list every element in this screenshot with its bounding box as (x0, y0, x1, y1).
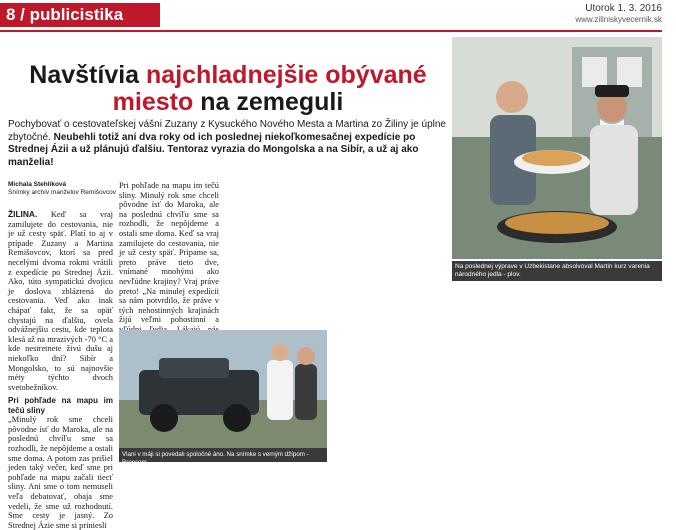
main-photo (452, 37, 662, 259)
article-column-2 (119, 181, 219, 327)
car-photo (119, 330, 327, 448)
main-photo-caption: Na poslednej výprave v Uzbekistane absolvoval Martin kurz varenia národného jedla - plov. (452, 261, 662, 281)
section-label: 8 / publicistika (0, 3, 160, 27)
article-column-1 (8, 209, 113, 530)
column-1-paragraph-2: „Minulý rok sme chceli pôvodne ísť do Maroka, ale na poslednú chvíľu sme sa rozhodli, že nepôjdeme a ostali sme doma. A potom zas prišiel jeden taký večer, keď sme pri pohľade na mapu začali tiecť sliny. Ani sme o tom nemuseli veľa debatovať, obaja sme vedeli, že sme už rozhodnutí. Sme cesty je jasný. Zo Strednej Ázie sme si priniesli (8, 415, 113, 530)
issue-date: Utorok 1. 3. 2016 (585, 3, 662, 14)
car-photo-caption: Vlani v máji si povedali spoločné áno. Na snímke s verným džípom - Broncom. (119, 448, 327, 462)
lead-paragraph (8, 119, 448, 169)
headline-part-3: na zemeguli (193, 88, 344, 116)
headline-part-1: Navštívia (29, 61, 147, 89)
header-rule (0, 30, 662, 32)
headline-part-2: najchladnejšie obývané miesto (112, 61, 427, 116)
site-url[interactable]: www.ziliniskyvecernik.sk (575, 15, 662, 24)
column-1-paragraph-1: ŽILINA. Keď sa vraj zamilujete do cestovania, nie je už cesty späť. Platí to aj v prípade Zuzany a Martina Remišovcov, ktorí sa pred necelými dvoma rokmi vrátili z expedície po Strednej Ázii. Ako, túto sympatickú dvojicu je doslova zblázrená do cestovania. Veď ako inak chápať fakt, že sa opäť chystajú na ďalšiu, ovela odvážnejšiu cestu, kde teplota klesá až na mrazivých -70 °C a kde nestretnete živú dušu aj niekoľko dní? Sibír a Mongolsko, to sú najnovšie méty týchto dvoch svetobežníkov. (8, 209, 113, 392)
subheading-map: Pri pohľade na mapu im tečú sliny (8, 396, 113, 415)
byline (8, 181, 118, 197)
photo-illustration (452, 37, 662, 259)
lead-normal: Pochybovať o cestovateľskej vášni Zuzany z Kysuckého Nového Mesta a Martina zo Žiliny je úplne zbytočné. (8, 119, 446, 143)
author-name: Michala Stehlíková (8, 181, 67, 188)
dateline: ŽILINA. (8, 209, 38, 219)
column-2-paragraph-1: Pri pohľade na mapu im tečú sliny. Minulý rok sme chceli pôvodne ísť do Maroka, ale na poslednú chvíľu sme sa rozhodli, že nepôjdeme a ostali sme doma. Keď sa vraj zamilujete do cestovania, nie je už cesty späť. Pripame sa, preto práve tieto dve, vnímané mnohými ako nevľúdne krajiny? Vraj práve preto! „Na minulej expedícii sa nám potvrdilo, že práve v tých nehostinných krajinách žijú veľmi pohostinní a (119, 181, 219, 325)
page-header (0, 0, 676, 30)
headline (8, 62, 448, 116)
lead-bold: Neubehli totiž ani dva roky od ich poslednej niekoľkomesačnej expedície po Strednej Ázii a už plánujú ďalšiu. Tentoraz vyrazia do Mongolska a na Sibír, a už aj ako manželia! (8, 131, 419, 168)
car-illustration (119, 330, 327, 448)
photo-credit: Snímky archív manželov Remišovcov (8, 189, 117, 196)
